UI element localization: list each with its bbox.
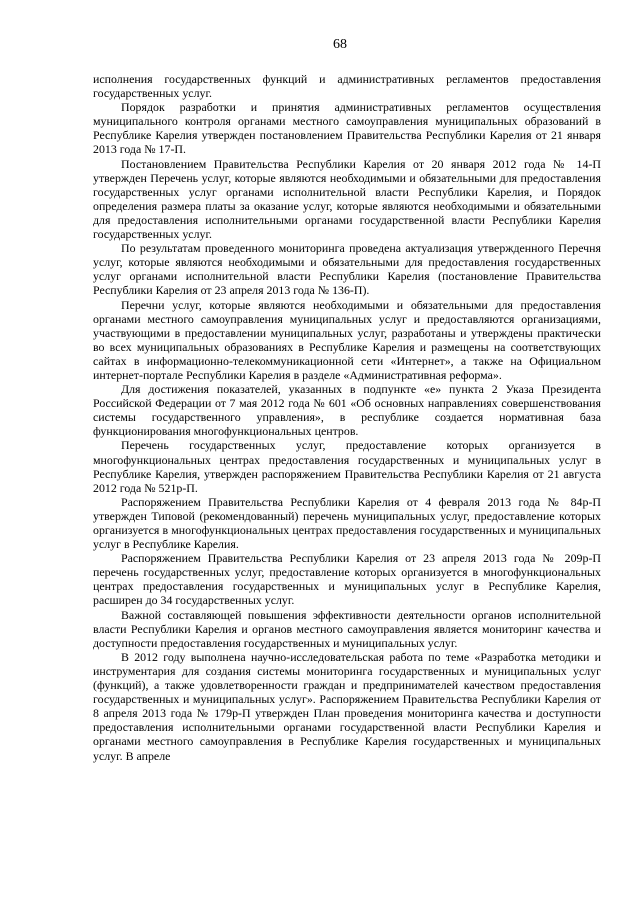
- paragraph-decree-601: Для достижения показателей, указанных в подпункте «е» пункта 2 Указа Президента Российской Федерации от 7 мая 2012 года № 601 «Об основных направлениях совершенствования системы государственного управления», в республике создается нормативная база функционирования многофункциональных центров.: [93, 382, 601, 439]
- paragraph-services-list-resolution: Постановлением Правительства Республики Карелия от 20 января 2012 года № 14-П утвержден Перечень услуг, которые являются необходимыми и обязательными для предоставления государственных услуг органами исполнительной власти Республики Карелия, и Порядок определения размера платы за оказание услуг, которые являются необходимыми и обязательными для предоставления исполнительными органами государственной власти Республики Карелия государственных услуг.: [93, 156, 601, 242]
- paragraph-regulations-order: Порядок разработки и принятия административных регламентов осуществления муниципального контроля органами местного самоуправления муниципальных образований в Республике Карелия утвержден постановлением Правительства Республики Карелия от 21 января 2013 года № 17-П.: [93, 100, 601, 157]
- paragraph-research-2012: В 2012 году выполнена научно-исследовательская работа по теме «Разработка методики и инструментария для создания системы мониторинга государственных и муниципальных услуг (функций), а также удовлетворенности граждан и предпринимателей качеством предоставления государственных и муниципальных услуг». Распоряжением Правительства Республики Карелия от 8 апреля 2013 года № 179р-П утвержден План проведения мониторинга качества и доступности предоставления исполнительными органами государственной власти Республики Карелия и органами местного самоуправления в Республике Карелия государственных и муниципальных услуг. В апреле: [93, 649, 601, 763]
- paragraph-monitoring-update: По результатам проведенного мониторинга проведена актуализация утвержденного Перечня услуг, которые являются необходимыми и обязательными для предоставления государственных услуг органами исполнительной власти Республики Карелия (постановление Правительства Республики Карелия от 23 апреля 2013 года № 136-П).: [93, 241, 601, 298]
- paragraph-mfc-municipal-services: Распоряжением Правительства Республики Карелия от 4 февраля 2013 года № 84р-П утвержден Типовой (рекомендованный) перечень муниципальных услуг, предоставление которых организуется в многофункциональных центрах предоставления государственных и муниципальных услуг в Республике Карелия.: [93, 494, 601, 552]
- paragraph-municipal-lists: Перечни услуг, которые являются необходимыми и обязательными для предоставления органами местного самоуправления муниципальных услуг и предоставляются организациями, участвующими в предоставлении муниципальных услуг, разработаны и утверждены практически во всех муниципальных образованиях в Республике Карелия и размещены на соответствующих сайтах в информационно-телекоммуникационной сети «Интернет», а также на Официальном интернет-портале Республики Карелия в разделе «Административная реформа».: [93, 297, 601, 382]
- page-number: 68: [333, 37, 347, 52]
- paragraph-quality-monitoring: Важной составляющей повышения эффективности деятельности органов исполнительной власти Республики Карелия и органов местного самоуправления является мониторинг качества и доступности предоставления государственных и муниципальных услуг.: [93, 607, 601, 650]
- body-text: [93, 72, 601, 763]
- paragraph-mfc-expansion: Распоряжением Правительства Республики Карелия от 23 апреля 2013 года № 209р-П перечень государственных услуг, предоставление которых организуется в многофункциональных центрах предоставления государственных и муниципальных услуг в Республике Карелия, расширен до 34 государственных услуг.: [93, 551, 601, 608]
- paragraph-mfc-state-services: Перечень государственных услуг, предоставление которых организуется в многофункциональных центрах предоставления государственных и муниципальных услуг в Республике Карелия, утвержден распоряжением Правительства Республики Карелия от 21 августа 2012 года № 521р-П.: [93, 438, 601, 495]
- paragraph-continuation: исполнения государственных функций и административных регламентов предоставления государственных услуг.: [93, 72, 601, 101]
